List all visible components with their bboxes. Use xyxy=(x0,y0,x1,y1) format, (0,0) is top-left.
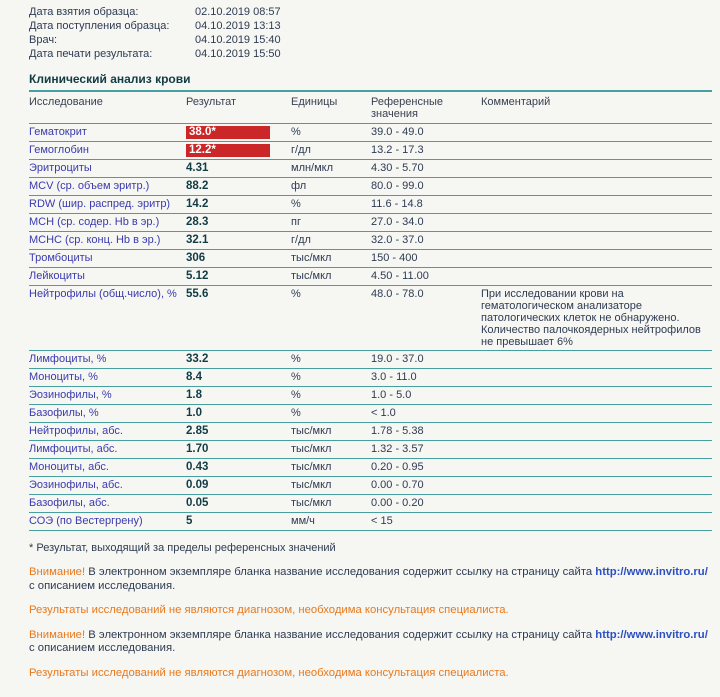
disclaimer-notice xyxy=(29,604,712,618)
test-units: фл xyxy=(291,180,307,192)
column-header-comment: Комментарий xyxy=(481,96,551,108)
table-row xyxy=(29,495,712,513)
results-table xyxy=(29,92,712,531)
test-units: % xyxy=(291,389,301,401)
table-row xyxy=(29,232,712,250)
test-result: 55.6 xyxy=(186,288,209,300)
table-row xyxy=(29,124,712,142)
table-row xyxy=(29,286,712,351)
column-header-units: Единицы xyxy=(291,96,338,108)
test-result: 0.09 xyxy=(186,479,209,491)
test-reference: 1.78 - 5.38 xyxy=(371,425,424,437)
test-comment xyxy=(481,198,712,211)
date-row xyxy=(29,5,712,19)
date-value: 02.10.2019 08:57 xyxy=(195,6,281,18)
test-reference: 48.0 - 78.0 xyxy=(371,288,424,300)
date-value: 04.10.2019 15:50 xyxy=(195,48,281,60)
test-reference: 80.0 - 99.0 xyxy=(371,180,424,192)
table-row xyxy=(29,459,712,477)
test-reference: 3.0 - 11.0 xyxy=(371,371,417,383)
test-comment xyxy=(481,371,712,384)
disclaimer-text: Результаты исследований не являются диагнозом, необходима консультация специалиста. xyxy=(29,604,509,616)
test-comment xyxy=(481,180,712,193)
test-name: Лейкоциты xyxy=(29,270,85,282)
attention-text: В электронном экземпляре бланка название исследования содержит ссылку на страницу сайта xyxy=(85,566,596,578)
test-units: % xyxy=(291,288,301,300)
test-reference: 1.32 - 3.57 xyxy=(371,443,424,455)
results-rows xyxy=(29,124,712,531)
attention-prefix: Внимание! xyxy=(29,628,86,641)
test-result: 5.12 xyxy=(186,270,209,282)
test-reference: 39.0 - 49.0 xyxy=(371,126,424,138)
test-name: Моноциты, % xyxy=(29,371,98,383)
table-row xyxy=(29,250,712,268)
column-header-test: Исследование xyxy=(29,96,103,108)
test-result: 12.2* xyxy=(186,144,291,157)
test-name: MCHC (ср. конц. Hb в эр.) xyxy=(29,234,161,246)
test-name: Эозинофилы, % xyxy=(29,389,112,401)
test-reference: 0.00 - 0.70 xyxy=(371,479,424,491)
attention-notice xyxy=(29,629,712,656)
test-result: 38.0* xyxy=(186,126,291,139)
test-result: 14.2 xyxy=(186,198,209,210)
test-units: тыс/мкл xyxy=(291,252,332,264)
test-reference: < 1.0 xyxy=(371,407,396,419)
test-name: СОЭ (по Вестергрену) xyxy=(29,515,143,527)
test-result: 2.85 xyxy=(186,425,209,437)
attention-tail: с описанием исследования. xyxy=(29,579,176,592)
test-comment xyxy=(481,126,712,139)
test-reference: 150 - 400 xyxy=(371,252,418,264)
test-result: 1.0 xyxy=(186,407,202,419)
test-name: Лимфоциты, % xyxy=(29,353,107,365)
date-label: Дата взятия образца: xyxy=(29,6,139,18)
test-reference: 1.0 - 5.0 xyxy=(371,389,412,401)
table-row xyxy=(29,160,712,178)
test-name: Нейтрофилы, абс. xyxy=(29,425,123,437)
column-header-result: Результат xyxy=(186,96,237,108)
table-header-row xyxy=(29,92,712,124)
attention-tail: с описанием исследования. xyxy=(29,642,176,654)
date-row xyxy=(29,19,712,33)
date-row xyxy=(29,33,712,47)
test-name: RDW (шир. распред. эритр) xyxy=(29,198,171,210)
test-reference: < 15 xyxy=(371,515,393,527)
test-result: 32.1 xyxy=(186,234,209,246)
test-reference: 4.50 - 11.00 xyxy=(371,270,429,282)
test-comment xyxy=(481,443,712,456)
attention-prefix: Внимание! xyxy=(29,566,86,578)
date-row xyxy=(29,47,712,61)
test-name: Нейтрофилы (общ.число), % xyxy=(29,288,177,300)
test-result: 1.8 xyxy=(186,389,202,401)
test-comment: При исследовании крови на гематологическом анализаторе патологических клеток не обнаружено. Количество палочкоядерных нейтрофилов не превышает 6% xyxy=(481,288,701,348)
test-comment xyxy=(481,497,712,510)
test-units: % xyxy=(291,126,301,138)
date-label: Дата печати результата: xyxy=(29,48,153,60)
test-result: 33.2 xyxy=(186,353,209,365)
sample-dates-block xyxy=(29,5,712,61)
test-name: Эритроциты xyxy=(29,162,92,174)
test-name: Базофилы, % xyxy=(29,407,99,419)
test-result: 1.70 xyxy=(186,443,209,455)
table-row xyxy=(29,387,712,405)
test-comment xyxy=(481,479,712,492)
test-result: 5 xyxy=(186,515,193,527)
test-result: 0.43 xyxy=(186,461,209,473)
test-units: тыс/мкл xyxy=(291,479,332,491)
test-name: Базофилы, абс. xyxy=(29,497,110,509)
test-units: % xyxy=(291,371,301,383)
test-name: MCH (ср. содер. Hb в эр.) xyxy=(29,216,160,228)
test-comment xyxy=(481,461,712,474)
test-comment xyxy=(481,389,712,402)
test-comment xyxy=(481,252,712,265)
test-name: Гемоглобин xyxy=(29,144,89,156)
test-name: Гематокрит xyxy=(29,126,87,138)
section-title: Клинический анализ крови xyxy=(29,72,712,92)
invitro-link[interactable]: http://www.invitro.ru/ xyxy=(595,566,708,578)
test-comment xyxy=(481,162,712,175)
test-name: Тромбоциты xyxy=(29,252,93,264)
date-value: 04.10.2019 15:40 xyxy=(195,34,281,46)
test-units: г/дл xyxy=(291,234,311,246)
test-reference: 11.6 - 14.8 xyxy=(371,198,423,210)
test-reference: 0.20 - 0.95 xyxy=(371,461,424,473)
test-name: MCV (ср. объем эритр.) xyxy=(29,180,150,192)
date-label: Врач: xyxy=(29,34,58,46)
test-result: 0.05 xyxy=(186,497,209,509)
test-comment xyxy=(481,234,712,247)
test-units: тыс/мкл xyxy=(291,270,332,282)
test-comment xyxy=(481,144,712,157)
invitro-link[interactable]: http://www.invitro.ru/ xyxy=(595,628,708,641)
disclaimer-text: Результаты исследований не являются диагнозом, необходима консультация специалиста. xyxy=(29,666,509,679)
test-units: % xyxy=(291,353,301,365)
test-comment xyxy=(481,216,712,229)
test-comment xyxy=(481,353,712,366)
table-row xyxy=(29,178,712,196)
test-units: млн/мкл xyxy=(291,162,334,174)
date-label: Дата поступления образца: xyxy=(29,20,170,32)
table-row xyxy=(29,423,712,441)
out-of-range-footnote: * Результат, выходящий за пределы референсных значений xyxy=(29,542,336,554)
test-result: 8.4 xyxy=(186,371,202,383)
test-units: мм/ч xyxy=(291,515,315,527)
test-reference: 19.0 - 37.0 xyxy=(371,353,424,365)
test-units: тыс/мкл xyxy=(291,443,332,455)
test-result: 4.31 xyxy=(186,162,209,174)
table-row xyxy=(29,142,712,160)
test-comment xyxy=(481,515,712,528)
test-result: 88.2 xyxy=(186,180,209,192)
test-units: пг xyxy=(291,216,301,228)
test-units: тыс/мкл xyxy=(291,425,332,437)
test-name: Эозинофилы, абс. xyxy=(29,479,123,491)
attention-text: В электронном экземпляре бланка название исследования содержит ссылку на страницу сайта xyxy=(85,628,596,641)
test-reference: 27.0 - 34.0 xyxy=(371,216,424,228)
test-units: тыс/мкл xyxy=(291,461,332,473)
test-result: 28.3 xyxy=(186,216,209,228)
test-reference: 4.30 - 5.70 xyxy=(371,162,424,174)
test-units: % xyxy=(291,407,301,419)
test-units: г/дл xyxy=(291,144,311,156)
test-name: Лимфоциты, абс. xyxy=(29,443,118,455)
table-row xyxy=(29,351,712,369)
table-row xyxy=(29,477,712,495)
table-row xyxy=(29,405,712,423)
test-comment xyxy=(481,407,712,420)
test-reference: 0.00 - 0.20 xyxy=(371,497,424,509)
table-row xyxy=(29,513,712,531)
test-units: тыс/мкл xyxy=(291,497,332,509)
test-units: % xyxy=(291,198,301,210)
attention-notice xyxy=(29,566,712,593)
date-value: 04.10.2019 13:13 xyxy=(195,20,281,32)
table-row xyxy=(29,441,712,459)
disclaimer-notice xyxy=(29,667,712,681)
column-header-reference: Референсные значения xyxy=(371,96,444,120)
notices-block xyxy=(29,566,712,680)
test-reference: 13.2 - 17.3 xyxy=(371,144,424,156)
test-name: Моноциты, абс. xyxy=(29,461,109,473)
test-comment xyxy=(481,425,712,438)
table-row xyxy=(29,268,712,286)
table-row xyxy=(29,369,712,387)
test-reference: 32.0 - 37.0 xyxy=(371,234,424,246)
test-result: 306 xyxy=(186,252,206,264)
test-comment xyxy=(481,270,712,283)
table-row xyxy=(29,214,712,232)
table-row xyxy=(29,196,712,214)
